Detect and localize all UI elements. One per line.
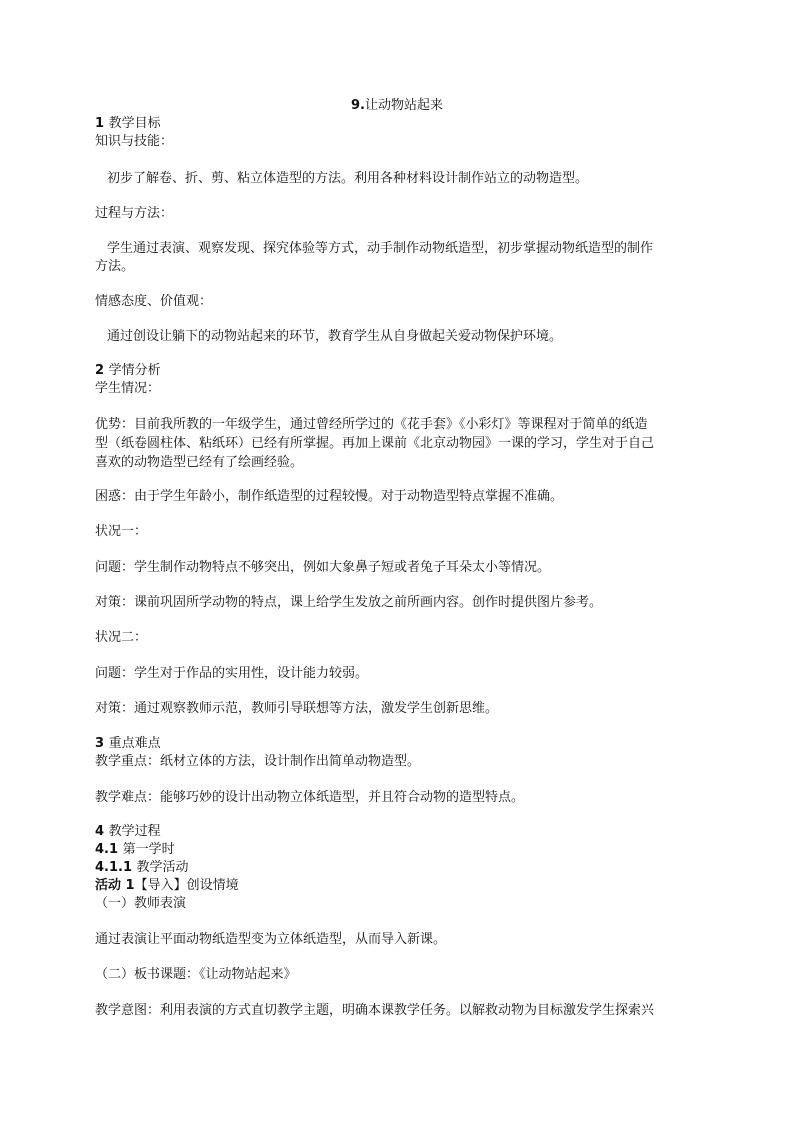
student-label: 学生情况： [95,381,161,396]
title-text: 让动物站起来 [364,98,443,113]
section-1-heading: 1 教学目标 [95,116,161,131]
section-4-heading: 4 教学过程 [95,824,161,839]
teaching-intent: 教学意图：利用表演的方式直切教学主题，明确本课教学任务。以解救动物为目标激发学生探索兴 [95,1003,655,1018]
section-4-1-heading: 4.1 第一学时 [95,842,175,857]
key-point: 教学重点：纸材立体的方法，设计制作出简单动物造型。 [95,754,421,769]
section-2-heading: 2 学情分析 [95,363,161,378]
title-number: 9. [351,98,365,113]
step-2-heading: （二）板书课题：《让动物站起来》 [95,967,297,982]
step-1-text: 通过表演让平面动物纸造型变为立体纸造型，从而导入新课。 [95,932,447,947]
step-1-heading: （一）教师表演 [95,896,187,911]
confusion-text: 困惑：由于学生年龄小，制作纸造型的过程较慢。对于动物造型特点掌握不准确。 [95,489,564,504]
advantage-line-1: 优势：目前我所教的一年级学生，通过曾经所学过的《花手套》《小彩灯》等课程对于简单的纸造 [95,417,648,432]
process-label: 过程与方法： [95,206,174,221]
process-text-line-1: 学生通过表演、观察发现、探究体验等方式，动手制作动物纸造型，初步掌握动物纸造型的制作 [107,241,654,256]
section-4-1-1-heading: 4.1.1 教学活动 [95,860,189,875]
case-1-solution: 对策：课前巩固所学动物的特点，课上给学生发放之前所画内容。创作时提供图片参考。 [95,595,603,610]
case-1-label: 状况一： [95,524,148,539]
case-2-label: 状况二： [95,630,148,645]
case-2-solution: 对策：通过观察教师示范，教师引导联想等方法，激发学生创新思维。 [95,701,499,716]
emotion-text: 通过创设让躺下的动物站起来的环节，教育学生从自身做起关爱动物保护环境。 [107,329,563,344]
difficulty: 教学难点：能够巧妙的设计出动物立体纸造型，并且符合动物的造型特点。 [95,790,525,805]
case-1-problem: 问题：学生制作动物特点不够突出，例如大象鼻子短或者兔子耳朵太小等情况。 [95,560,551,575]
advantage-line-2: 型（纸卷圆柱体、粘纸环）已经有所掌握。再加上课前《北京动物园》一课的学习，学生对于自己 [95,436,655,451]
section-3-heading: 3 重点难点 [95,736,161,751]
knowledge-label: 知识与技能： [95,134,174,149]
case-2-problem: 问题：学生对于作品的实用性，设计能力较弱。 [95,666,369,681]
emotion-label: 情感态度、价值观： [95,294,213,309]
page-title [0,97,794,114]
process-text-line-2: 方法。 [95,259,135,274]
knowledge-text: 初步了解卷、折、剪、粘立体造型的方法。利用各种材料设计制作站立的动物造型。 [107,171,589,186]
activity-1-heading: 活动 1【导入】创设情境 [95,878,239,893]
advantage-line-3: 喜欢的动物造型已经有了绘画经验。 [95,455,304,470]
